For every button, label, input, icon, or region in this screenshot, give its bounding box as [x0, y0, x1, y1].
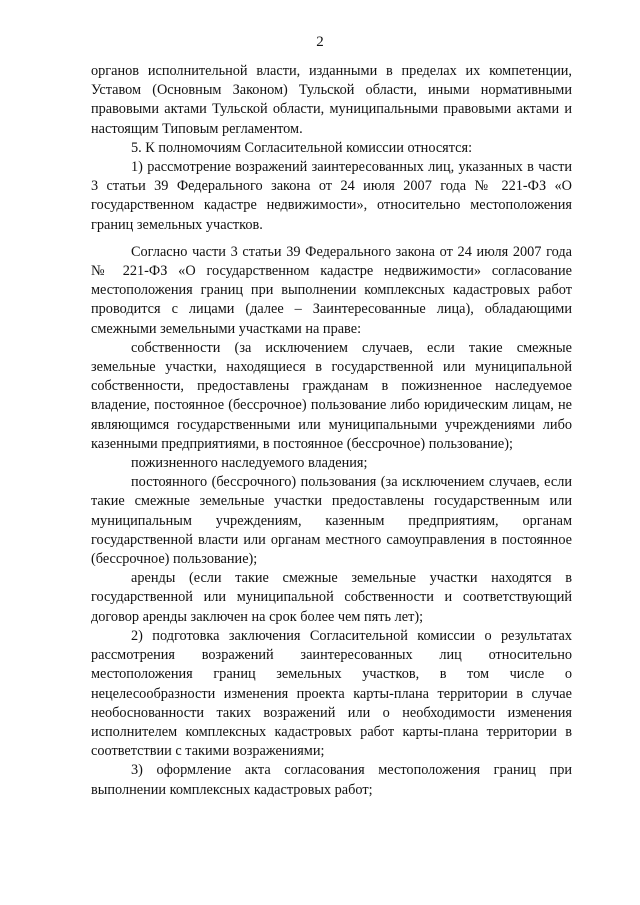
paragraph-2: 5. К полномочиям Согласительной комиссии относятся: [131, 139, 473, 156]
page-number: 2 [316, 34, 324, 50]
paragraph-4: Согласно части 3 статьи 39 Федерального закона от 24 июля 2007 года № 221-ФЗ «О государственном кадастре недвижимости» согласование местоположения границ при выполнении комплексных кадастровых работ проводится с лицами (далее – Заинтересованные лица), обладающими смежными земельными участками на праве: [91, 243, 572, 337]
document-body [91, 62, 572, 800]
paragraph-6: пожизненного наследуемого владения; [131, 455, 368, 472]
paragraph-9: 2) подготовка заключения Согласительной комиссии о результатах рассмотрения возражений заинтересованных лиц относительно местоположения границ земельных участков, в том числе о нецелесообразности изменения проекта карты-плана территории в случае необоснованности таких возражений или о необходимости изменения исполнителем комплексных кадастровых работ карты-плана территории в соответствии с такими возражениями; [91, 627, 572, 760]
paragraph-5: собственности (за исключением случаев, если такие смежные земельные участки, находящиеся в государственной или муниципальной собственности, предоставлены гражданам в пожизненное наследуемое владение, постоянное (бессрочное) пользование либо юридическим лицам, не являющимся государственными или муниципальными учреждениями либо казенными предприятиями, в постоянное (бессрочное) пользование); [91, 339, 572, 452]
paragraph-1: органов исполнительной власти, изданными в пределах их компетенции, Уставом (Основным Законом) Тульской области, иными нормативными правовыми актами Тульской области, муниципальными правовыми актами и настоящим Типовым регламентом. [91, 63, 572, 137]
paragraph-10: 3) оформление акта согласования местоположения границ при выполнении комплексных кадастровых работ; [91, 762, 572, 798]
paragraph-7: постоянного (бессрочного) пользования (за исключением случаев, если такие смежные земельные участки предоставлены государственным или муниципальным учреждениям, казенным предприятиям, органам государственной власти или органам местного самоуправления в постоянное (бессрочное) пользование); [91, 474, 572, 568]
paragraph-3: 1) рассмотрение возражений заинтересованных лиц, указанных в части 3 статьи 39 Федерального закона от 24 июля 2007 года № 221-ФЗ «О государственном кадастре недвижимости», относительно местоположения границ земельных участков. [91, 159, 572, 233]
paragraph-8: аренды (если такие смежные земельные участки находятся в государственной или муниципальной собственности и соответствующий договор аренды заключен на срок более чем пять лет); [91, 570, 572, 625]
